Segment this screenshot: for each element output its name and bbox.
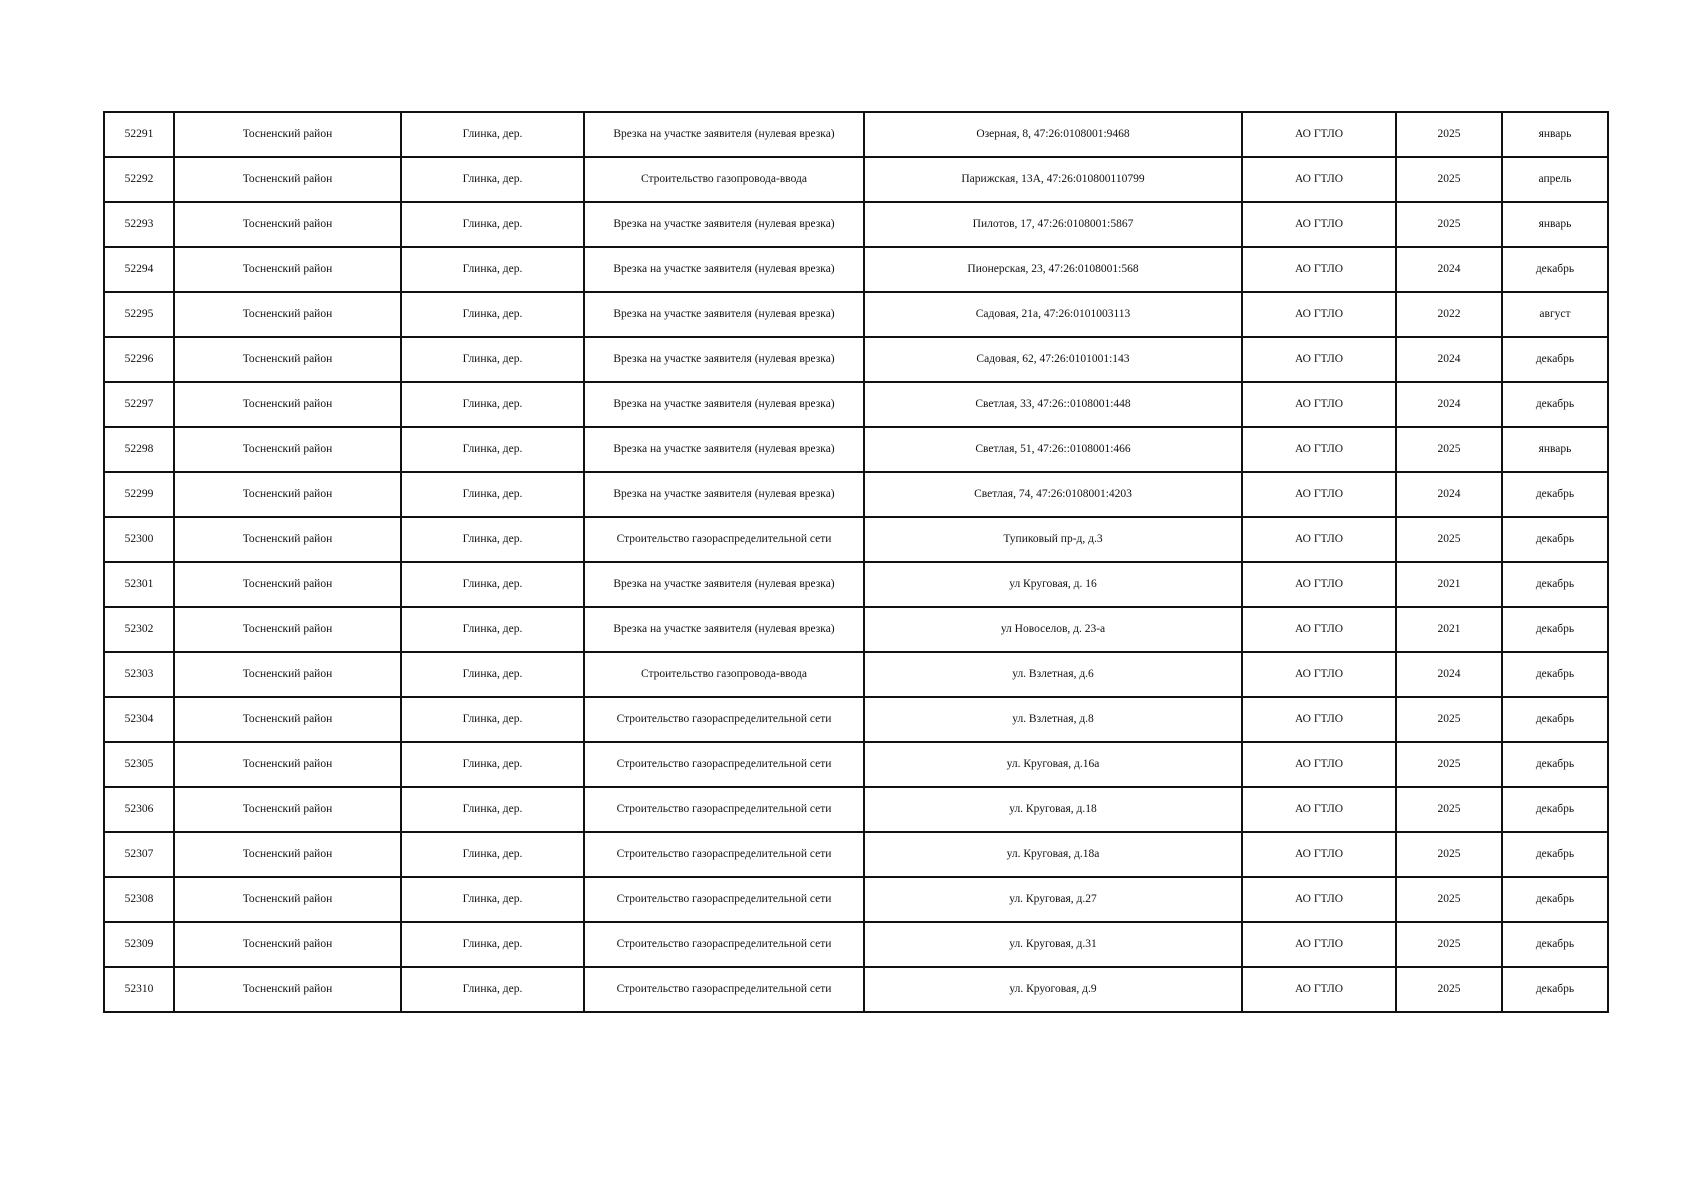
cell-month: декабрь [1502,607,1608,652]
cell-month: декабрь [1502,742,1608,787]
cell-number: 52301 [104,562,174,607]
cell-work-type: Строительство газораспределительной сети [584,697,864,742]
cell-work-type: Врезка на участке заявителя (нулевая врезка) [584,292,864,337]
cell-number: 52310 [104,967,174,1012]
table-row [104,697,1608,742]
cell-year: 2024 [1396,652,1502,697]
cell-organization: АО ГТЛО [1242,337,1396,382]
cell-year: 2025 [1396,742,1502,787]
cell-organization: АО ГТЛО [1242,382,1396,427]
cell-work-type: Врезка на участке заявителя (нулевая врезка) [584,382,864,427]
cell-district: Тосненский район [174,337,401,382]
cell-address: ул. Взлетная, д.8 [864,697,1242,742]
cell-year: 2024 [1396,382,1502,427]
cell-locality: Глинка, дер. [401,202,584,247]
cell-month: январь [1502,202,1608,247]
cell-year: 2025 [1396,877,1502,922]
cell-number: 52300 [104,517,174,562]
table-row [104,292,1608,337]
cell-organization: АО ГТЛО [1242,472,1396,517]
cell-year: 2025 [1396,922,1502,967]
cell-year: 2021 [1396,562,1502,607]
table-row [104,832,1608,877]
cell-address: Светлая, 74, 47:26:0108001:4203 [864,472,1242,517]
cell-month: декабрь [1502,517,1608,562]
cell-month: декабрь [1502,922,1608,967]
cell-work-type: Строительство газораспределительной сети [584,787,864,832]
cell-organization: АО ГТЛО [1242,562,1396,607]
cell-number: 52309 [104,922,174,967]
cell-work-type: Врезка на участке заявителя (нулевая врезка) [584,607,864,652]
cell-locality: Глинка, дер. [401,787,584,832]
table-row [104,427,1608,472]
cell-locality: Глинка, дер. [401,832,584,877]
cell-number: 52296 [104,337,174,382]
cell-month: декабрь [1502,832,1608,877]
cell-number: 52307 [104,832,174,877]
cell-year: 2025 [1396,697,1502,742]
cell-locality: Глинка, дер. [401,607,584,652]
table-row [104,517,1608,562]
cell-work-type: Врезка на участке заявителя (нулевая врезка) [584,202,864,247]
cell-number: 52304 [104,697,174,742]
cell-address: Светлая, 51, 47:26::0108001:466 [864,427,1242,472]
cell-number: 52291 [104,112,174,157]
cell-number: 52298 [104,427,174,472]
cell-organization: АО ГТЛО [1242,112,1396,157]
cell-work-type: Врезка на участке заявителя (нулевая врезка) [584,562,864,607]
cell-organization: АО ГТЛО [1242,292,1396,337]
cell-district: Тосненский район [174,652,401,697]
cell-year: 2024 [1396,337,1502,382]
cell-district: Тосненский район [174,607,401,652]
cell-address: Тупиковый пр-д, д.3 [864,517,1242,562]
cell-district: Тосненский район [174,832,401,877]
table-row [104,202,1608,247]
cell-year: 2025 [1396,832,1502,877]
cell-month: декабрь [1502,652,1608,697]
cell-locality: Глинка, дер. [401,877,584,922]
cell-year: 2025 [1396,427,1502,472]
cell-work-type: Врезка на участке заявителя (нулевая врезка) [584,427,864,472]
cell-work-type: Строительство газораспределительной сети [584,877,864,922]
cell-organization: АО ГТЛО [1242,652,1396,697]
cell-district: Тосненский район [174,517,401,562]
table-row [104,157,1608,202]
cell-year: 2025 [1396,967,1502,1012]
cell-year: 2021 [1396,607,1502,652]
cell-district: Тосненский район [174,427,401,472]
cell-locality: Глинка, дер. [401,472,584,517]
cell-locality: Глинка, дер. [401,382,584,427]
cell-district: Тосненский район [174,562,401,607]
table-row [104,787,1608,832]
cell-district: Тосненский район [174,112,401,157]
cell-address: ул. Круговая, д.16а [864,742,1242,787]
cell-year: 2025 [1396,202,1502,247]
cell-number: 52305 [104,742,174,787]
table-row [104,742,1608,787]
cell-organization: АО ГТЛО [1242,877,1396,922]
table-row [104,652,1608,697]
cell-locality: Глинка, дер. [401,967,584,1012]
cell-number: 52308 [104,877,174,922]
cell-district: Тосненский район [174,202,401,247]
cell-year: 2024 [1396,472,1502,517]
cell-work-type: Строительство газораспределительной сети [584,517,864,562]
cell-number: 52294 [104,247,174,292]
cell-year: 2025 [1396,787,1502,832]
cell-locality: Глинка, дер. [401,742,584,787]
cell-district: Тосненский район [174,877,401,922]
cell-year: 2024 [1396,247,1502,292]
table-row [104,337,1608,382]
cell-address: Светлая, 33, 47:26::0108001:448 [864,382,1242,427]
cell-month: декабрь [1502,337,1608,382]
cell-address: ул Круговая, д. 16 [864,562,1242,607]
cell-month: декабрь [1502,787,1608,832]
cell-month: январь [1502,112,1608,157]
cell-address: ул. Круговая, д.27 [864,877,1242,922]
cell-district: Тосненский район [174,472,401,517]
cell-work-type: Врезка на участке заявителя (нулевая врезка) [584,472,864,517]
cell-organization: АО ГТЛО [1242,787,1396,832]
cell-year: 2022 [1396,292,1502,337]
cell-district: Тосненский район [174,292,401,337]
cell-work-type: Строительство газораспределительной сети [584,922,864,967]
cell-number: 52302 [104,607,174,652]
cell-address: ул. Круговая, д.31 [864,922,1242,967]
table-row [104,967,1608,1012]
cell-work-type: Строительство газопровода-ввода [584,652,864,697]
cell-work-type: Строительство газораспределительной сети [584,967,864,1012]
cell-work-type: Врезка на участке заявителя (нулевая врезка) [584,337,864,382]
cell-address: ул. Взлетная, д.6 [864,652,1242,697]
cell-month: декабрь [1502,697,1608,742]
cell-month: декабрь [1502,967,1608,1012]
cell-address: ул. Круговая, д.18 [864,787,1242,832]
cell-locality: Глинка, дер. [401,562,584,607]
cell-work-type: Строительство газораспределительной сети [584,742,864,787]
table-row [104,112,1608,157]
cell-number: 52299 [104,472,174,517]
cell-month: декабрь [1502,382,1608,427]
cell-organization: АО ГТЛО [1242,427,1396,472]
cell-number: 52297 [104,382,174,427]
cell-organization: АО ГТЛО [1242,742,1396,787]
cell-organization: АО ГТЛО [1242,517,1396,562]
table-row [104,922,1608,967]
cell-locality: Глинка, дер. [401,517,584,562]
cell-district: Тосненский район [174,787,401,832]
cell-address: ул. Круговая, д.18а [864,832,1242,877]
cell-work-type: Врезка на участке заявителя (нулевая врезка) [584,112,864,157]
table-row [104,877,1608,922]
cell-month: декабрь [1502,472,1608,517]
cell-address: Пилотов, 17, 47:26:0108001:5867 [864,202,1242,247]
cell-district: Тосненский район [174,922,401,967]
cell-address: Садовая, 21а, 47:26:0101003113 [864,292,1242,337]
cell-number: 52292 [104,157,174,202]
cell-organization: АО ГТЛО [1242,697,1396,742]
cell-work-type: Строительство газопровода-ввода [584,157,864,202]
cell-number: 52293 [104,202,174,247]
cell-address: ул. Круоговая, д.9 [864,967,1242,1012]
cell-month: апрель [1502,157,1608,202]
table-body [104,112,1608,1012]
table-row [104,472,1608,517]
cell-district: Тосненский район [174,382,401,427]
cell-locality: Глинка, дер. [401,292,584,337]
cell-address: ул Новоселов, д. 23-а [864,607,1242,652]
cell-locality: Глинка, дер. [401,922,584,967]
cell-address: Пионерская, 23, 47:26:0108001:568 [864,247,1242,292]
table-row [104,607,1608,652]
table-row [104,382,1608,427]
cell-district: Тосненский район [174,742,401,787]
gasification-table [103,111,1609,1013]
cell-organization: АО ГТЛО [1242,967,1396,1012]
cell-locality: Глинка, дер. [401,157,584,202]
cell-month: декабрь [1502,247,1608,292]
cell-year: 2025 [1396,517,1502,562]
cell-district: Тосненский район [174,247,401,292]
cell-locality: Глинка, дер. [401,337,584,382]
cell-number: 52295 [104,292,174,337]
cell-organization: АО ГТЛО [1242,157,1396,202]
cell-organization: АО ГТЛО [1242,202,1396,247]
cell-locality: Глинка, дер. [401,697,584,742]
cell-organization: АО ГТЛО [1242,922,1396,967]
cell-month: август [1502,292,1608,337]
cell-address: Парижская, 13А, 47:26:010800110799 [864,157,1242,202]
cell-locality: Глинка, дер. [401,652,584,697]
cell-district: Тосненский район [174,157,401,202]
cell-month: декабрь [1502,877,1608,922]
cell-organization: АО ГТЛО [1242,832,1396,877]
cell-district: Тосненский район [174,697,401,742]
table-row [104,562,1608,607]
cell-month: декабрь [1502,562,1608,607]
cell-number: 52306 [104,787,174,832]
cell-work-type: Строительство газораспределительной сети [584,832,864,877]
cell-locality: Глинка, дер. [401,112,584,157]
cell-year: 2025 [1396,112,1502,157]
cell-month: январь [1502,427,1608,472]
cell-work-type: Врезка на участке заявителя (нулевая врезка) [584,247,864,292]
cell-address: Садовая, 62, 47:26:0101001:143 [864,337,1242,382]
cell-organization: АО ГТЛО [1242,247,1396,292]
cell-district: Тосненский район [174,967,401,1012]
cell-locality: Глинка, дер. [401,247,584,292]
cell-locality: Глинка, дер. [401,427,584,472]
cell-year: 2025 [1396,157,1502,202]
cell-number: 52303 [104,652,174,697]
cell-address: Озерная, 8, 47:26:0108001:9468 [864,112,1242,157]
table-row [104,247,1608,292]
cell-organization: АО ГТЛО [1242,607,1396,652]
